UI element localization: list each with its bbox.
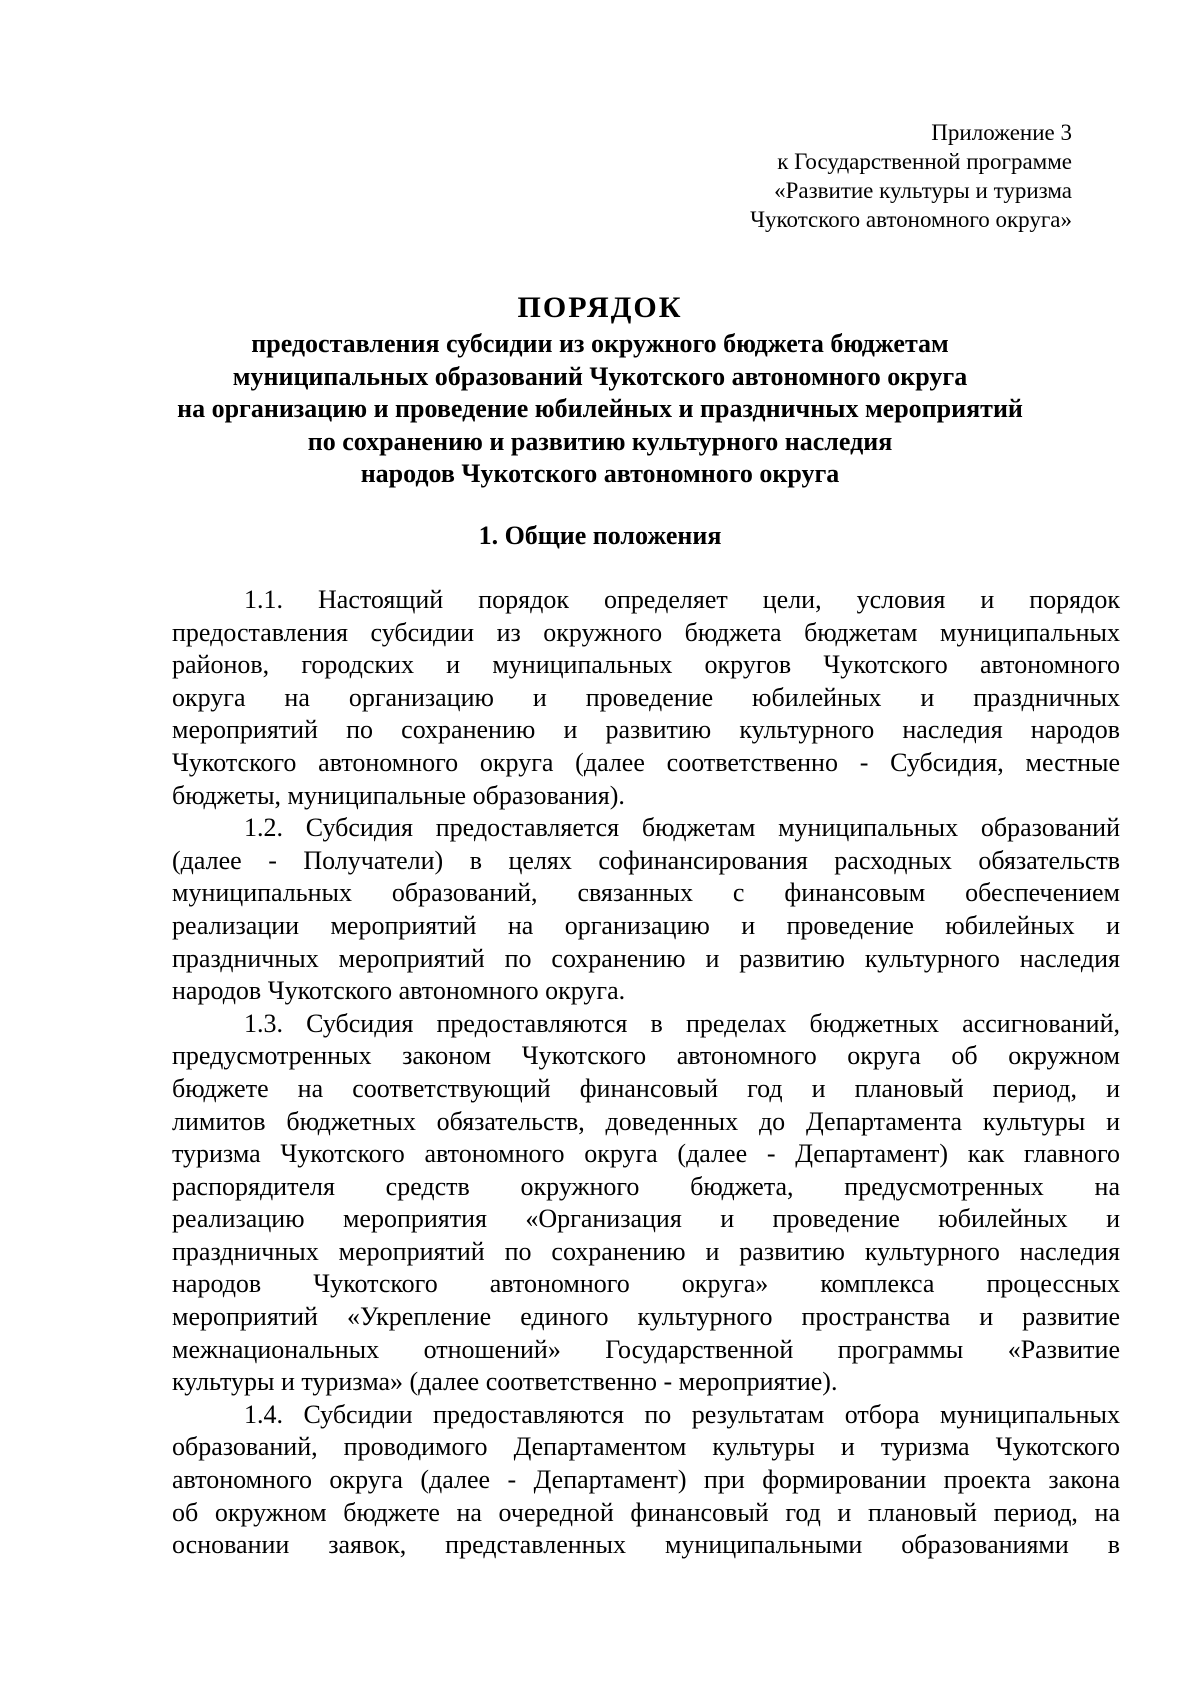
body-line: лимитов бюджетных обязательств, доведенных до Департамента культуры и: [172, 1106, 1120, 1136]
body-line: праздничных мероприятий по сохранению и развитию культурного наследия: [172, 943, 1120, 973]
body-line: 1.3. Субсидия предоставляются в пределах бюджетных ассигнований,: [244, 1008, 1120, 1038]
body-line: бюджете на соответствующий финансовый год и плановый период, и: [172, 1073, 1120, 1103]
body-line: автономного округа (далее - Департамент) при формировании проекта закона: [172, 1465, 1120, 1495]
body-line: образований, проводимого Департаментом культуры и туризма Чукотского: [172, 1432, 1120, 1462]
body-line: праздничных мероприятий по сохранению и развитию культурного наследия: [172, 1236, 1120, 1266]
body-text: [172, 584, 1120, 1562]
appendix-line: Приложение 3: [931, 120, 1072, 145]
body-line: реализации мероприятий на организацию и проведение юбилейных и: [172, 910, 1120, 940]
body-line: Чукотского автономного округа (далее соответственно - Субсидия, местные: [172, 747, 1120, 777]
appendix-line: Чукотского автономного округа»: [750, 207, 1072, 232]
subtitle-line: по сохранению и развитию культурного наследия: [307, 426, 893, 456]
body-line: предусмотренных законом Чукотского автономного округа об окружном: [172, 1041, 1120, 1071]
subtitle-line: народов Чукотского автономного округа: [360, 459, 840, 488]
body-line: мероприятий «Укрепление единого культурного пространства и развитие: [172, 1302, 1120, 1332]
body-line: культуры и туризма» (далее соответственно - мероприятие).: [172, 1367, 838, 1397]
body-line: 1.1. Настоящий порядок определяет цели, условия и порядок: [244, 585, 1120, 614]
subtitle-line: предоставления субсидии из окружного бюджета бюджетам: [251, 329, 949, 358]
body-line: народов Чукотского автономного округа» комплекса процессных: [172, 1269, 1120, 1299]
body-line: туризма Чукотского автономного округа (далее - Департамент) как главного: [172, 1139, 1120, 1169]
body-line: округа на организацию и проведение юбилейных и праздничных: [172, 682, 1120, 712]
body-line: районов, городских и муниципальных округов Чукотского автономного: [172, 650, 1120, 680]
body-line: 1.4. Субсидии предоставляются по результатам отбора муниципальных: [244, 1399, 1120, 1429]
body-line: (далее - Получатели) в целях софинансирования расходных обязательств: [172, 845, 1120, 875]
body-line: народов Чукотского автономного округа.: [172, 976, 626, 1006]
section-heading: 1. Общие положения: [478, 521, 722, 550]
subtitle-line: на организацию и проведение юбилейных и праздничных мероприятий: [177, 394, 1023, 423]
appendix-line: «Развитие культуры и туризма: [774, 178, 1072, 203]
body-line: межнациональных отношений» Государственной программы «Развитие: [172, 1334, 1120, 1364]
body-line: предоставления субсидии из окружного бюджета бюджетам муниципальных: [172, 617, 1120, 647]
body-line: распорядителя средств окружного бюджета, предусмотренных на: [172, 1171, 1120, 1201]
subtitle-line: муниципальных образований Чукотского автономного округа: [232, 361, 968, 391]
appendix-note: [620, 118, 1072, 234]
body-line: об окружном бюджете на очередной финансовый год и плановый период, на: [172, 1497, 1120, 1527]
document-title: ПОРЯДОК: [517, 291, 683, 324]
document-subtitle: [100, 328, 1100, 491]
body-line: 1.2. Субсидия предоставляется бюджетам муниципальных образований: [244, 813, 1120, 843]
body-line: реализацию мероприятия «Организация и проведение юбилейных и: [172, 1204, 1120, 1234]
body-line: бюджеты, муниципальные образования).: [172, 780, 625, 810]
appendix-line: к Государственной программе: [777, 149, 1072, 174]
body-line: муниципальных образований, связанных с финансовым обеспечением: [172, 878, 1120, 908]
body-line: основании заявок, представленных муниципальными образованиями в: [172, 1530, 1120, 1560]
body-line: мероприятий по сохранению и развитию культурного наследия народов: [172, 715, 1120, 745]
